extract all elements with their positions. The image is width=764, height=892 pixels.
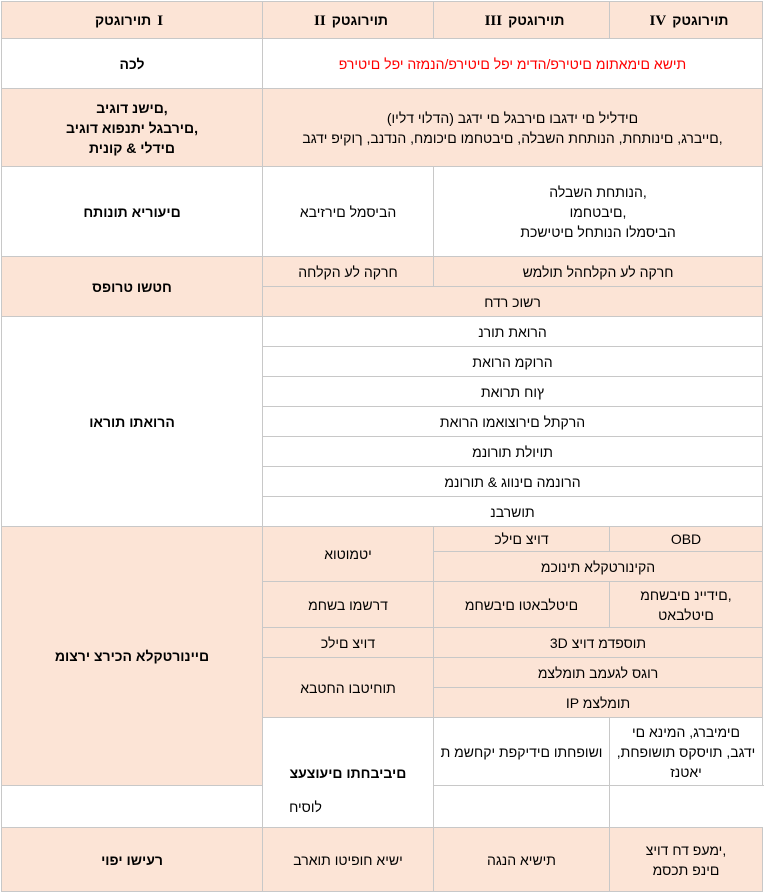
cell-value: דרשמו בשחמ: [263, 582, 434, 628]
cell-value: IP תומלצמ: [434, 688, 763, 718]
row-label: חטשו טרופס: [2, 257, 263, 317]
header-category-2: [263, 2, 434, 39]
list-item: ץוח תרואת: [263, 377, 763, 407]
row-label-line: םידלי & קונית: [89, 139, 175, 156]
cell-value: 3D תוספדמ דויצ: [434, 628, 763, 658]
row-label-line: םישנ דוגיב,: [96, 99, 168, 116]
row-label: לכה: [2, 39, 263, 89]
cell-value: רשוכ רדח: [263, 287, 763, 317]
cell-value: לוסיח: [2, 786, 610, 828]
row-label: [2, 89, 263, 167]
cell-value: חרקה לע הקלחהל תולמש: [434, 257, 763, 287]
cell-value: [434, 167, 763, 257]
cell-line: םיטלבאט: [658, 606, 714, 623]
header-category-1: [2, 2, 263, 39]
cell-value: תישא םימאתומ םיטירפ/הדימ יפל םיטירפ/הנמזה יפל םיטירפ: [263, 39, 763, 89]
cell-value: ושופחתו םידיקפת יקחשמ ת: [434, 718, 610, 786]
table-row: [2, 527, 763, 552]
list-item: הרואת תורנ: [263, 317, 763, 347]
category-table: [1, 1, 763, 892]
header-roman: IV: [649, 12, 667, 29]
row-label-line: םירבגל יתנפוא דוגיב,: [66, 119, 198, 136]
cell-value: [263, 89, 763, 167]
cell-value: הביסמל םירזיבא: [263, 167, 434, 257]
cell-line: ימעפ דח דויצ,: [645, 841, 727, 858]
cell-value: דויצ םילכ: [263, 628, 434, 658]
list-item: תויולת תורונמ: [263, 437, 763, 467]
cell-value: ישיא חופיטו תוארב: [263, 828, 434, 892]
row-label: םיינורטקלא הכירצ ירצומ: [2, 527, 263, 786]
cell-value: רוגס לגעמב תומלצמ: [434, 658, 763, 688]
header-category-4: [610, 2, 763, 39]
cell-value: הקינורטקלא תינוכמ: [434, 552, 763, 582]
cell-line: םייברג, םינותחת, הנותחת השבלה, םיבטחמו םיכומח, הנדנב, ךוקיפ ידגב,: [302, 129, 723, 146]
header-word: תוירוגטק: [94, 11, 152, 28]
table-row: [2, 39, 763, 89]
cell-value: תוחיטבו החטבא: [263, 658, 434, 718]
table-row: [2, 257, 763, 287]
cell-value: [610, 828, 763, 892]
cell-value: יטמוטוא: [263, 527, 434, 582]
table-row: [2, 317, 763, 347]
cell-value: דויצ םילכ: [434, 527, 610, 552]
cell-line: םינפ תכסמ: [652, 861, 720, 878]
header-roman: II: [314, 12, 326, 29]
cell-line: הנותחת השבלה,: [549, 183, 647, 200]
row-label: םיביבחתו םיעוצעצ: [263, 718, 434, 828]
row-label: םיעוריא תונותח: [2, 167, 263, 257]
list-item: הרקתל םירוצואמו הרואת: [263, 407, 763, 437]
header-row: [2, 2, 763, 39]
list-item: תושרבנ: [263, 497, 763, 527]
header-word: תוירוגטק: [331, 11, 388, 28]
cell-line: םיבטחמו,: [569, 203, 627, 220]
cell-line: הביסמלו הנותחל םיטישכת: [520, 223, 676, 240]
header-word: תוירוגטק: [508, 11, 565, 28]
header-word: תוירוגטק: [672, 11, 729, 28]
list-item: הרונמה םינווג & תורונמ: [263, 467, 763, 497]
row-label: הרואתו תוראו: [2, 317, 263, 527]
table-row: [2, 828, 763, 892]
cell-line: םידיינ םיבשחמ,: [640, 586, 732, 603]
cell-line: (הדלוי דליו) םידליל םי ידגבו םירבגל םי ידגב: [386, 109, 639, 126]
cell-value: OBD: [610, 527, 763, 552]
cell-value: םיטלבאטו םיבשחמ: [434, 582, 610, 628]
cell-value: תישיא הנגה: [434, 828, 610, 892]
list-item: הרוקמ הרואת: [263, 347, 763, 377]
row-label: רעישו יפוי: [2, 828, 263, 892]
header-roman: I: [157, 12, 164, 29]
table-row: [2, 167, 763, 257]
cell-value: [610, 582, 763, 628]
cell-value: םימיברג, המינא םי ידגב, תויסקס תושופחת, יאטנז: [610, 718, 763, 786]
cell-value: חרקה לע הקלחה: [263, 257, 434, 287]
table-row: [2, 786, 763, 828]
header-category-3: [434, 2, 610, 39]
table-row: [2, 89, 763, 167]
header-roman: III: [484, 12, 503, 29]
